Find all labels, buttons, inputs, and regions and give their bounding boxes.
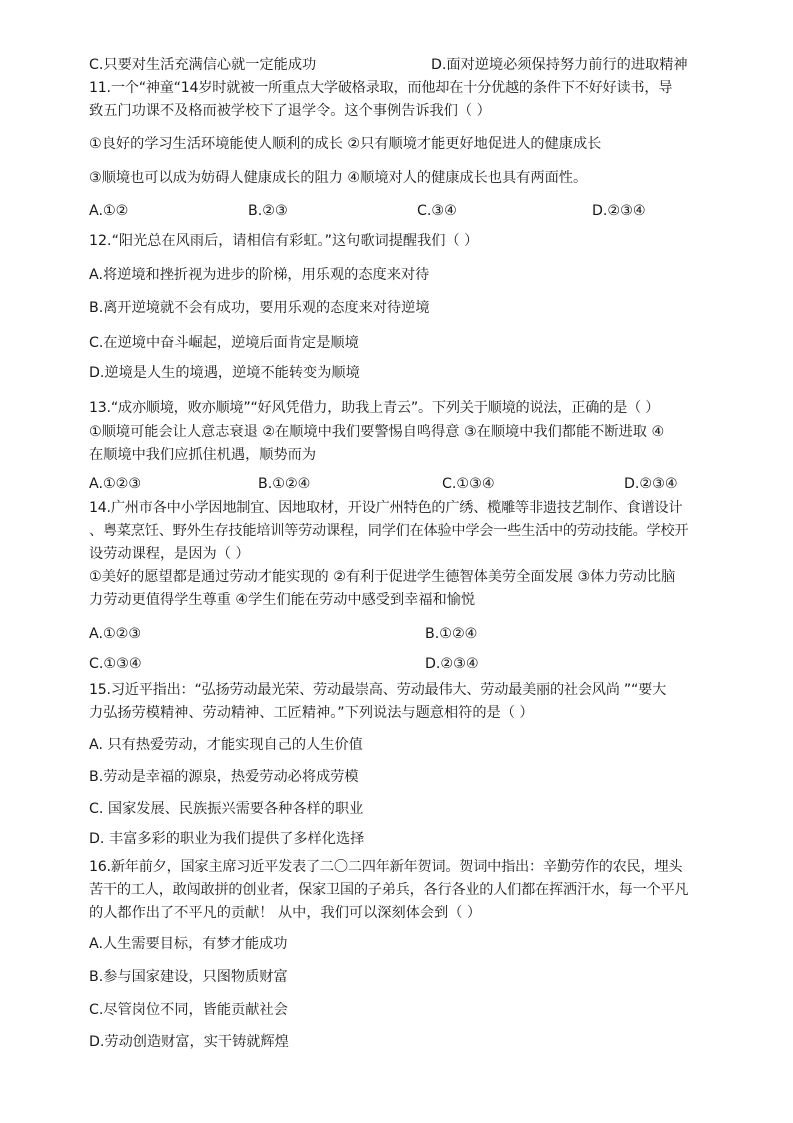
q13-option-b: B.①②④: [258, 476, 311, 492]
q13-option-c: C.①③④: [442, 476, 495, 492]
q10-option-d: D.面对逆境必须保持努力前行的进取精神: [431, 57, 688, 73]
q12-option-d: D.逆境是人生的境遇，逆境不能转变为顺境: [89, 365, 360, 381]
q13-statements-line1: ①顺境可能会让人意志衰退 ②在顺境中我们要警惕自鸣得意 ③在顺境中我们都能不断进取 ④: [89, 424, 665, 440]
q16-stem-line2: 苦干的工人，敢闯敢拼的创业者，保家卫国的子弟兵，各行各业的人们都在挥洒汗水，每一个平凡: [89, 882, 689, 898]
q14-option-c: C.①③④: [89, 656, 142, 672]
q13-statements-line2: 在顺境中我们应抓住机遇，顺势而为: [89, 447, 317, 463]
q12-option-c: C.在逆境中奋斗崛起，逆境后面肯定是顺境: [89, 335, 359, 351]
q11-statement-3-4: ③顺境也可以成为妨碍人健康成长的阻力 ④顺境对人的健康成长也具有两面性。: [89, 170, 588, 186]
q16-option-c: C.尽管岗位不同，皆能贡献社会: [89, 1002, 288, 1018]
q12-option-b: B.离开逆境就不会有成功，要用乐观的态度来对待逆境: [89, 300, 430, 316]
q13-option-d: D.②③④: [624, 476, 678, 492]
q11-option-b: B.②③: [248, 203, 288, 219]
q15-option-d: D. 丰富多彩的职业为我们提供了多样化选择: [89, 831, 365, 847]
q12-option-a: A.将逆境和挫折视为进步的阶梯，用乐观的态度来对待: [89, 267, 430, 283]
q15-stem-line1: 15.习近平指出：“弘扬劳动最光荣、劳动最崇高、劳动最伟大、劳动最美丽的社会风尚 ”“要大: [89, 682, 667, 698]
q15-option-c: C. 国家发展、民族振兴需要各种各样的职业: [89, 801, 364, 817]
q14-option-d: D.②③④: [425, 656, 479, 672]
q10-option-c: C.只要对生活充满信心就一定能成功: [89, 57, 317, 73]
q15-option-b: B.劳动是幸福的源泉，热爱劳动必将成劳模: [89, 769, 359, 785]
q14-stem-line3: 设劳动课程，是因为（ ）: [89, 546, 250, 562]
q11-option-a: A.①②: [89, 203, 129, 219]
q16-option-b: B.参与国家建设，只图物质财富: [89, 969, 288, 985]
q11-stem-line1: 11.一个“神童“14岁时就被一所重点大学破格录取，而他却在十分优越的条件下不好好读书，导: [89, 80, 673, 96]
q13-stem: 13.“成亦顺境，败亦顺境”“好风凭借力，助我上青云”。下列关于顺境的说法，正确的是（ ）: [89, 400, 660, 416]
q14-option-b: B.①②④: [425, 626, 478, 642]
q15-stem-line2: 力弘扬劳模精神、劳动精神、工匠精神。”下列说法与题意相符的是（ ）: [89, 705, 534, 721]
q13-option-a: A.①②③: [89, 476, 142, 492]
q14-statements-line2: 力劳动更值得学生尊重 ④学生们能在劳动中感受到幸福和愉悦: [89, 592, 476, 608]
q14-stem-line1: 14.广州市各中小学因地制宜、因地取材，开设广州特色的广绣、榄雕等非遗技艺制作、食谱设计: [89, 500, 683, 516]
q11-option-c: C.③④: [417, 203, 457, 219]
q14-statements-line1: ①美好的愿望都是通过劳动才能实现的 ②有利于促进学生德智体美劳全面发展 ③体力劳动比脑: [89, 569, 676, 585]
q16-option-d: D.劳动创造财富，实干铸就辉煌: [89, 1034, 289, 1050]
q16-stem-line1: 16.新年前夕，国家主席习近平发表了二〇二四年新年贺词。贺词中指出：辛勤劳作的农民，埋头: [89, 859, 683, 875]
q11-option-d: D.②③④: [592, 203, 646, 219]
q11-statement-1-2: ①良好的学习生活环境能使人顺利的成长 ②只有顺境才能更好地促进人的健康成长: [89, 136, 602, 152]
q11-stem-line2: 致五门功课不及格而被学校下了退学令。这个事例告诉我们（ ）: [89, 103, 491, 119]
q14-option-a: A.①②③: [89, 626, 142, 642]
q12-stem: 12.“阳光总在风雨后，请相信有彩虹。”这句歌词提醒我们（ ）: [89, 233, 479, 249]
q16-option-a: A.人生需要目标，有梦才能成功: [89, 936, 288, 952]
q15-option-a: A. 只有热爱劳动，才能实现自己的人生价值: [89, 737, 363, 753]
q14-stem-line2: 、粤菜烹饪、野外生存技能培训等劳动课程，同学们在体验中学会一些生活中的劳动技能。学校开: [89, 523, 689, 539]
q16-stem-line3: 的人都作出了不平凡的贡献！ 从中，我们可以深刻体会到（ ）: [89, 905, 482, 921]
